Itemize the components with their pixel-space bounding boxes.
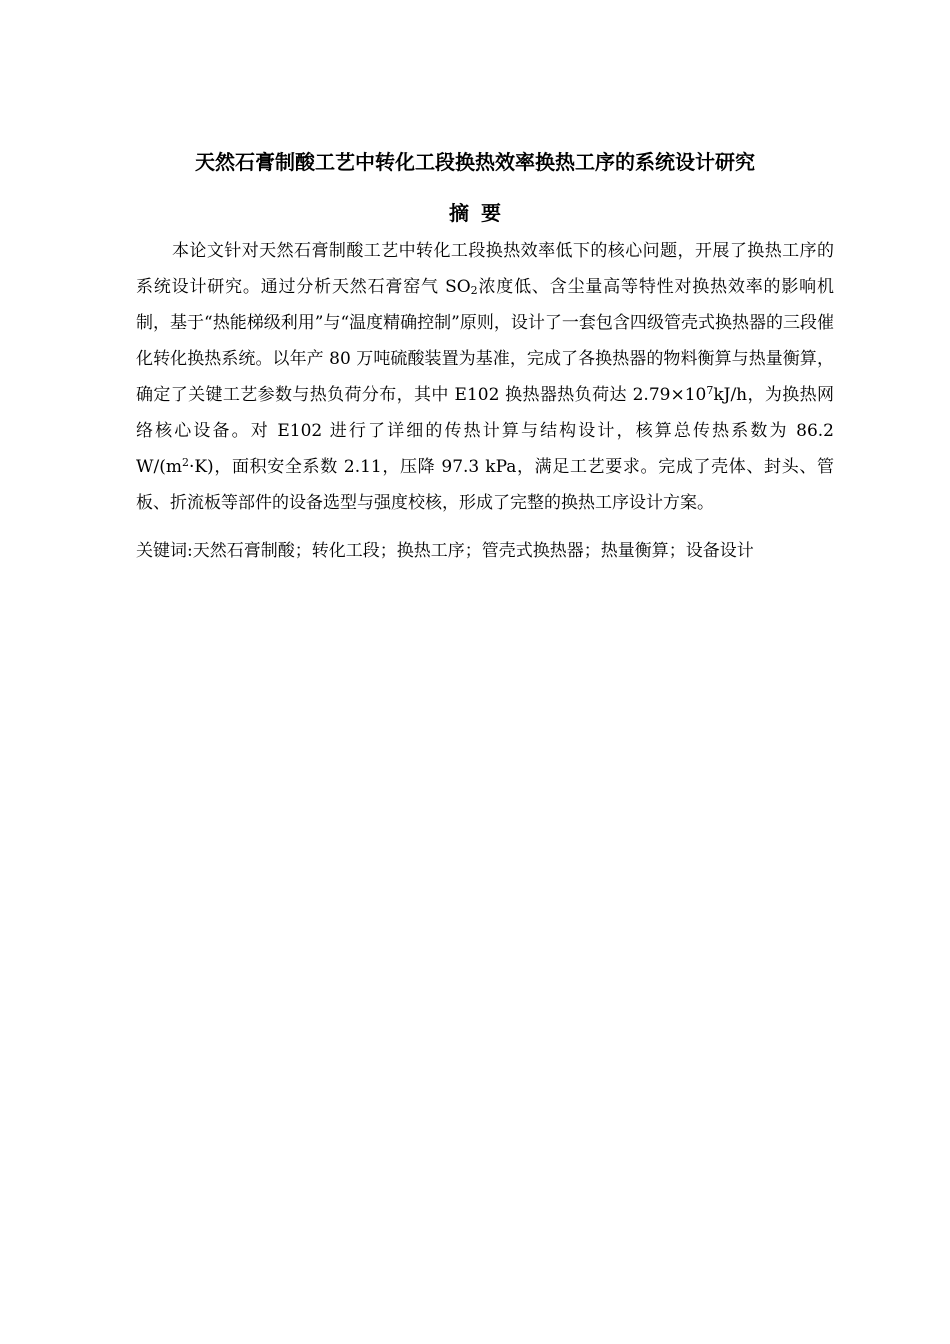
- keywords-label: 关键词:: [136, 541, 193, 561]
- keywords-line: [136, 539, 856, 563]
- document-title: 天然石膏制酸工艺中转化工段换热效率换热工序的系统设计研究: [195, 150, 755, 174]
- keywords-text: 天然石膏制酸；转化工段；换热工序；管壳式换热器；热量衡算；设备设计: [192, 541, 754, 561]
- abstract-paragraph: [136, 233, 834, 521]
- unit-superscript: 2: [181, 456, 189, 469]
- so2-subscript: 2: [470, 284, 478, 297]
- abstract-heading: 摘要: [449, 201, 513, 225]
- abstract-text-part2: 浓度低、含尘量高等特性对换热效率的影响机制，基于“热能梯级利用”与“温度精确控制”原则，设计了一套包含四级管壳式换热器的三段催化转化换热系统。以年产 80 万吨硫酸装置为基准，完成了各换热器的物料衡算与热量衡算，确定了关键工艺参数与热负荷分布，其中 E102 换热器热负荷达 2.79×10: [136, 277, 834, 405]
- abstract-text-part1: 本论文针对天然石膏制酸工艺中转化工段换热效率低下的核心问题，开展了换热工序的系统设计研究。通过分析天然石膏窑气 SO: [136, 241, 834, 297]
- abstract-text-part3: kJ/h，为换热网络核心设备。对 E102 进行了详细的传热计算与结构设计，核算总传热系数为 86.2 W/(m: [136, 385, 835, 477]
- exponent-superscript: 7: [706, 384, 714, 397]
- abstract-text-part4: ·K)，面积安全系数 2.11，压降 97.3 kPa，满足工艺要求。完成了壳体、封头、管板、折流板等部件的设备选型与强度校核，形成了完整的换热工序设计方案。: [136, 457, 834, 513]
